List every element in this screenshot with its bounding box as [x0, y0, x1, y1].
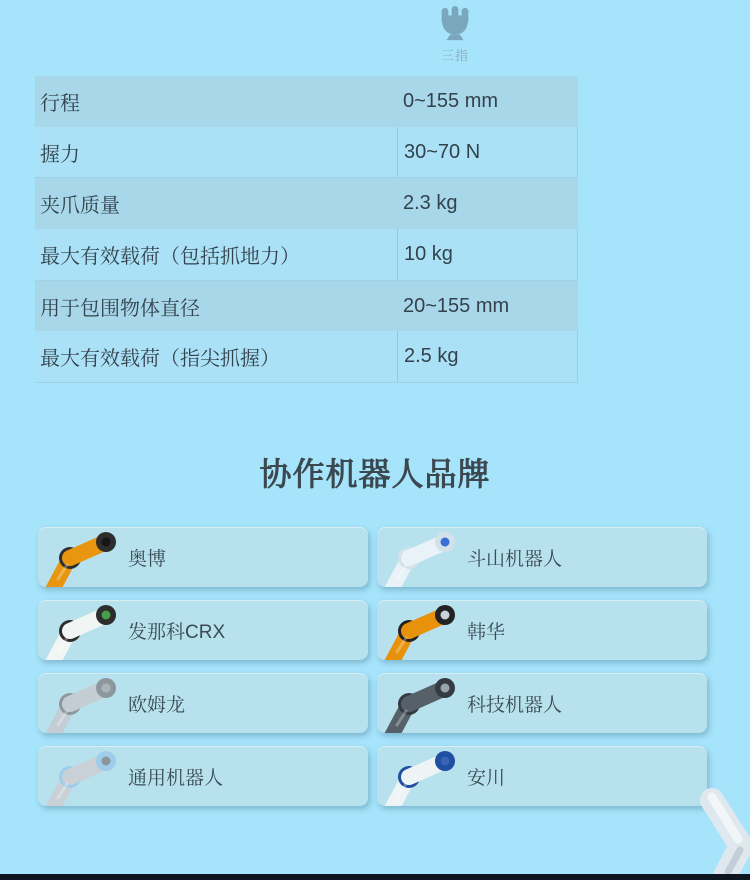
three-finger-gripper-icon [436, 5, 474, 43]
spec-label: 握力 [40, 143, 80, 166]
bottom-dark-bar [0, 874, 750, 880]
brand-card-label: 斗山机器人 [467, 548, 563, 570]
robot-part-decoration [678, 788, 750, 880]
brand-card-techman[interactable] [377, 673, 707, 733]
gripper-type-label: 三指 [440, 48, 469, 63]
brand-card-fanuc-crx[interactable] [38, 600, 368, 660]
spec-value: 0~155 mm [403, 89, 499, 112]
robot-arm-image [38, 746, 130, 806]
brand-card-label: 通用机器人 [128, 767, 224, 789]
spec-row [35, 229, 578, 281]
spec-value: 10 kg [397, 229, 578, 280]
brands-section-title: 协作机器人品牌 [259, 456, 491, 492]
brand-card-doosan[interactable] [377, 527, 707, 587]
spec-table [35, 76, 578, 383]
spec-row [35, 331, 578, 383]
robot-arm-image [38, 673, 130, 733]
gripper-type-tab[interactable] [431, 5, 479, 64]
brand-card-universal-robots[interactable] [38, 746, 368, 806]
brand-card-label: 科技机器人 [467, 694, 563, 716]
brand-card-label: 安川 [467, 767, 506, 789]
spec-row [35, 76, 578, 127]
robot-arm-image [38, 600, 130, 660]
brand-card-label: 发那科CRX [128, 621, 226, 643]
spec-value: 30~70 N [397, 127, 578, 178]
spec-label: 用于包围物体直径 [40, 297, 200, 320]
spec-value: 20~155 mm [403, 294, 510, 317]
spec-label: 最大有效载荷（包括抓地力） [40, 245, 300, 268]
spec-label: 夹爪质量 [40, 195, 120, 218]
robot-arm-image [377, 746, 469, 806]
brand-grid [38, 527, 707, 806]
brand-card-omron[interactable] [38, 673, 368, 733]
robot-arm-image [377, 527, 469, 587]
spec-row [35, 178, 578, 229]
robot-arm-image [377, 600, 469, 660]
spec-row [35, 281, 578, 332]
robot-arm-image [377, 673, 469, 733]
brand-card-yaskawa[interactable] [377, 746, 707, 806]
brand-card-label: 韩华 [467, 621, 506, 643]
brand-card-label: 奥博 [128, 548, 167, 570]
brand-card-aubo[interactable] [38, 527, 368, 587]
robot-arm-image [38, 527, 130, 587]
spec-row [35, 127, 578, 179]
brand-card-hanwha[interactable] [377, 600, 707, 660]
spec-label: 行程 [40, 92, 80, 115]
spec-value: 2.5 kg [397, 331, 578, 382]
brand-card-label: 欧姆龙 [128, 694, 186, 716]
spec-label: 最大有效载荷（指尖抓握） [40, 348, 280, 371]
spec-value: 2.3 kg [403, 192, 458, 215]
